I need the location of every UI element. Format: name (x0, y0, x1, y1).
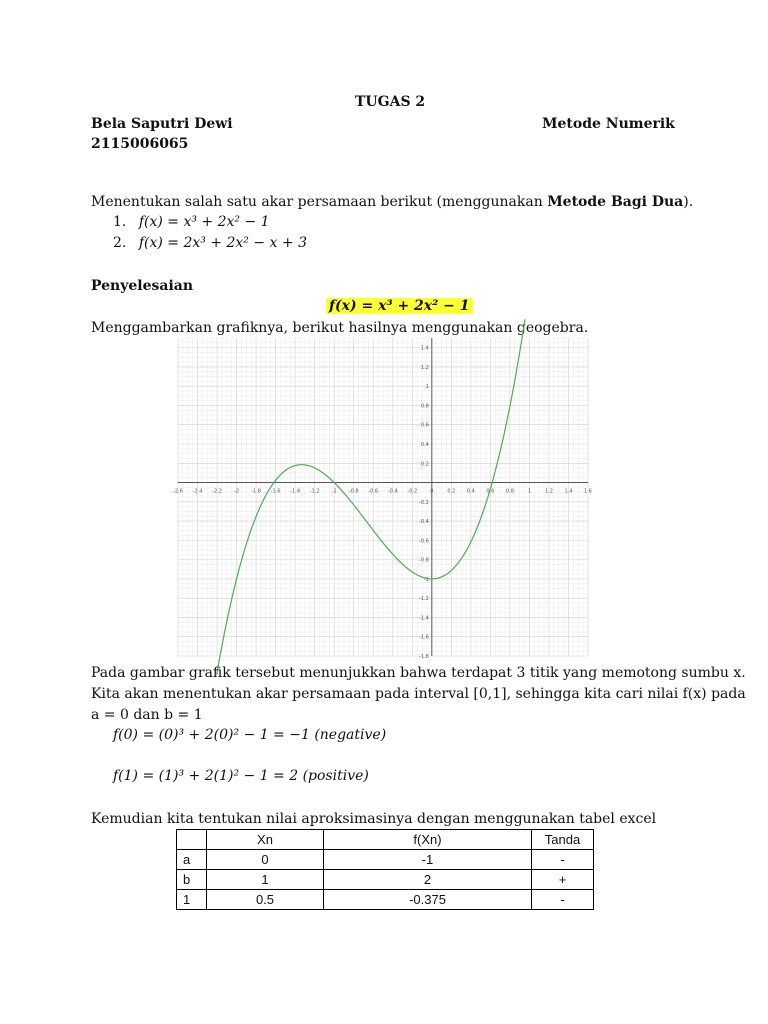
y-tick-label: 0.8 (420, 403, 429, 410)
x-tick-label: -0.2 (407, 488, 418, 495)
table-header-row (177, 830, 594, 850)
x-tick-label: -1.4 (290, 488, 301, 495)
x-tick-label: 0.2 (447, 488, 456, 495)
table-row (177, 850, 594, 870)
doc-title: TUGAS 2 (355, 94, 426, 110)
y-tick-label: -1 (423, 576, 429, 583)
cell-index: b (177, 870, 207, 890)
x-tick-label: 0.4 (466, 488, 475, 495)
header-xn: Xn (207, 830, 324, 850)
paragraph-interval: Kita akan menentukan akar persamaan pada interval [0,1], sehingga kita cari nilai f(x) pada (91, 686, 746, 702)
y-tick-label: -0.2 (419, 499, 429, 506)
x-tick-label: 0 (430, 488, 434, 495)
x-tick-label: -1.2 (309, 488, 320, 495)
intro-method: Metode Bagi Dua (547, 194, 684, 210)
item-number: 1. (113, 214, 127, 230)
cell-tanda: - (532, 850, 594, 870)
author-name: Bela Saputri Dewi (91, 116, 233, 132)
course-name: Metode Numerik (542, 116, 675, 132)
y-tick-label: -1.4 (419, 615, 429, 622)
item-formula: f(x) = x³ + 2x² − 1 (138, 214, 270, 230)
x-tick-label: 1.2 (544, 488, 553, 495)
function-graph (173, 338, 592, 660)
cell-tanda: - (532, 890, 594, 910)
x-tick-label: 1.4 (564, 488, 573, 495)
solution-heading: Penyelesaian (91, 278, 194, 294)
highlight-formula-text: f(x) = x³ + 2x² − 1 (326, 298, 473, 314)
item-number: 2. (113, 235, 127, 251)
x-tick-label: -2.6 (173, 488, 183, 495)
header-tanda: Tanda (532, 830, 594, 850)
x-tick-label: -1.8 (251, 488, 261, 495)
y-tick-label: -1.2 (419, 596, 429, 603)
author-id: 2115006065 (91, 136, 189, 152)
y-tick-label: 1.2 (420, 364, 429, 371)
cell-xn: 1 (207, 870, 324, 890)
x-tick-label: -1 (331, 488, 337, 495)
item-formula: f(x) = 2x³ + 2x² − x + 3 (138, 235, 307, 251)
y-tick-label: -0.4 (419, 519, 429, 526)
paragraph-ab: a = 0 dan b = 1 (91, 707, 203, 723)
header-fxn: f(Xn) (324, 830, 532, 850)
y-tick-label: 1.4 (420, 345, 429, 352)
x-tick-label: 1 (527, 488, 532, 495)
x-tick-label: 0.8 (505, 488, 514, 495)
cell-index: 1 (177, 890, 207, 910)
y-tick-label: 0.2 (420, 461, 429, 468)
x-tick-label: -0.6 (368, 488, 379, 495)
x-tick-label: -2 (234, 488, 240, 495)
y-tick-label: 0.6 (420, 422, 429, 429)
intro-text-after: ). (683, 194, 694, 210)
graph-caption: Menggambarkan grafiknya, berikut hasilnya menggunakan geogebra. (91, 320, 589, 336)
intro-item-1 (113, 214, 270, 230)
cell-xn: 0 (207, 850, 324, 870)
y-tick-label: -1.6 (419, 634, 429, 641)
cell-fxn: 2 (324, 870, 532, 890)
highlight-formula (326, 298, 473, 314)
paragraph-intersections: Pada gambar grafik tersebut menunjukkan bahwa terdapat 3 titik yang memotong sumbu x. (91, 665, 746, 681)
eval-f0: f(0) = (0)³ + 2(0)² − 1 = −1 (negative) (113, 727, 387, 743)
x-tick-label: -0.8 (348, 488, 359, 495)
x-tick-label: 1.6 (584, 488, 592, 495)
eval-f1: f(1) = (1)³ + 2(1)² − 1 = 2 (positive) (113, 768, 369, 784)
table-intro: Kemudian kita tentukan nilai aproksimasinya dengan menggunakan tabel excel (91, 811, 657, 827)
bisection-table (176, 829, 594, 910)
cell-xn: 0.5 (207, 890, 324, 910)
table-row (177, 890, 594, 910)
y-tick-label: -1.8 (419, 654, 429, 660)
x-tick-label: 0.6 (486, 488, 495, 495)
table-row (177, 870, 594, 890)
cell-fxn: -0.375 (324, 890, 532, 910)
cell-index: a (177, 850, 207, 870)
x-tick-label: -2.4 (192, 488, 203, 495)
intro-text (91, 194, 693, 210)
intro-text-before: Menentukan salah satu akar persamaan berikut (menggunakan (91, 194, 548, 210)
x-tick-label: -1.6 (270, 488, 281, 495)
intro-item-2 (113, 235, 307, 251)
header-index (177, 830, 207, 850)
y-tick-label: 0.4 (420, 442, 429, 448)
cell-tanda: + (532, 870, 594, 890)
cell-fxn: -1 (324, 850, 532, 870)
x-tick-label: -2.2 (212, 488, 222, 495)
y-tick-label: -0.6 (419, 538, 429, 545)
x-tick-label: -0.4 (387, 488, 398, 495)
y-tick-label: -0.8 (419, 557, 429, 564)
y-tick-label: 1 (425, 384, 429, 391)
